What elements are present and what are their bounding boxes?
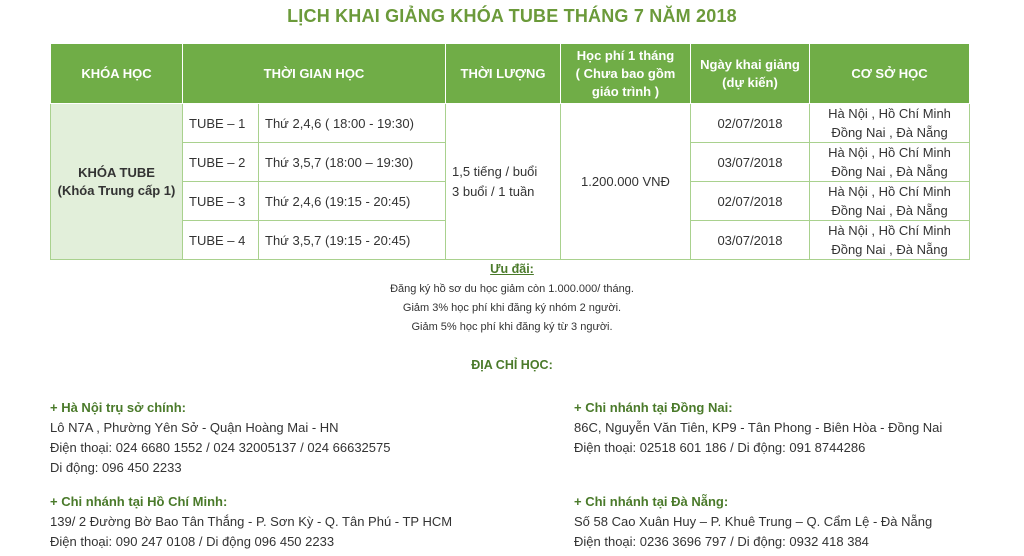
col-fee bbox=[561, 44, 691, 104]
class-time: Thứ 3,5,7 (19:15 - 20:45) bbox=[259, 221, 446, 260]
branch-phone: Điện thoại: 0236 3696 797 / Di động: 0932 418 384 bbox=[574, 534, 869, 549]
branch-danang bbox=[574, 492, 932, 552]
branch-phone: Điện thoại: 090 247 0108 / Di động 096 450 2233 bbox=[50, 534, 335, 549]
branch-title: + Chi nhánh tại Đà Nẵng: bbox=[574, 494, 729, 509]
location-cell bbox=[810, 104, 970, 143]
branch-phone: Điện thoại: 02518 601 186 / Di động: 091 8744286 bbox=[574, 440, 866, 455]
col-location: CƠ SỞ HỌC bbox=[810, 44, 970, 104]
location-line1: Hà Nội , Hồ Chí Minh bbox=[828, 145, 951, 160]
location-line2: Đồng Nai , Đà Nẵng bbox=[831, 125, 948, 140]
branch-address: Số 58 Cao Xuân Huy – P. Khuê Trung – Q. Cẩm Lệ - Đà Nẵng bbox=[574, 514, 933, 529]
class-time: Thứ 3,5,7 (18:00 – 19:30) bbox=[259, 143, 446, 182]
branch-address: 86C, Nguyễn Văn Tiên, KP9 - Tân Phong - Biên Hòa - Đồng Nai bbox=[574, 420, 943, 435]
start-date: 03/07/2018 bbox=[691, 221, 810, 260]
class-time: Thứ 2,4,6 (19:15 - 20:45) bbox=[259, 182, 446, 221]
table-header-row bbox=[51, 44, 970, 104]
branch-title: + Chi nhánh tại Hồ Chí Minh: bbox=[50, 494, 228, 509]
fee-cell: 1.200.000 VNĐ bbox=[561, 104, 691, 260]
location-line1: Hà Nội , Hồ Chí Minh bbox=[828, 106, 951, 121]
class-code: TUBE – 2 bbox=[183, 143, 259, 182]
course-cell bbox=[51, 104, 183, 260]
branch-hcm bbox=[50, 492, 452, 552]
branch-mobile: Di động: 096 450 2233 bbox=[50, 460, 182, 475]
location-line2: Đồng Nai , Đà Nẵng bbox=[831, 203, 948, 218]
course-name: KHÓA TUBE bbox=[78, 164, 155, 180]
branch-address: 139/ 2 Đường Bờ Bao Tân Thắng - P. Sơn Kỳ - Q. Tân Phú - TP HCM bbox=[50, 514, 453, 529]
duration-line1: 1,5 tiếng / buổi bbox=[452, 163, 538, 179]
location-line1: Hà Nội , Hồ Chí Minh bbox=[828, 223, 951, 238]
fee-header-line2: ( Chưa bao gồm bbox=[575, 65, 676, 81]
class-code: TUBE – 1 bbox=[183, 104, 259, 143]
location-line1: Hà Nội , Hồ Chí Minh bbox=[828, 184, 951, 199]
page-title: LỊCH KHAI GIẢNG KHÓA TUBE THÁNG 7 NĂM 2018 bbox=[287, 6, 737, 26]
col-duration: THỜI LƯỢNG bbox=[446, 44, 561, 104]
start-date: 02/07/2018 bbox=[691, 104, 810, 143]
fee-header-line1: Học phí 1 tháng bbox=[576, 47, 675, 63]
location-line2: Đồng Nai , Đà Nẵng bbox=[831, 164, 948, 179]
branch-title: + Hà Nội trụ sở chính: bbox=[50, 400, 187, 415]
address-heading: ĐỊA CHỈ HỌC: bbox=[471, 358, 553, 372]
location-cell bbox=[810, 143, 970, 182]
promo-line: Giảm 5% học phí khi đăng ký từ 3 người. bbox=[411, 321, 613, 333]
table-row bbox=[51, 104, 970, 143]
branch-phone: Điện thoại: 024 6680 1552 / 024 32005137 / 024 66632575 bbox=[50, 440, 391, 455]
start-header-line2: (dự kiến) bbox=[722, 74, 778, 90]
course-subtitle: (Khóa Trung cấp 1) bbox=[57, 182, 176, 198]
promo-line: Giảm 3% học phí khi đăng ký nhóm 2 người. bbox=[402, 302, 622, 314]
duration-cell bbox=[446, 104, 561, 260]
col-schedule: THỜI GIAN HỌC bbox=[183, 44, 446, 104]
branch-dongnai bbox=[574, 398, 942, 458]
promo-line: Đăng ký hồ sơ du học giảm còn 1.000.000/ tháng. bbox=[390, 283, 634, 295]
fee-header-line3: giáo trình ) bbox=[591, 83, 660, 99]
branch-title: + Chi nhánh tại Đồng Nai: bbox=[574, 400, 733, 415]
start-date: 02/07/2018 bbox=[691, 182, 810, 221]
schedule-table bbox=[50, 43, 970, 260]
start-header-line1: Ngày khai giảng bbox=[700, 56, 800, 72]
location-line2: Đồng Nai , Đà Nẵng bbox=[831, 242, 948, 257]
start-date: 03/07/2018 bbox=[691, 143, 810, 182]
class-time: Thứ 2,4,6 ( 18:00 - 19:30) bbox=[259, 104, 446, 143]
col-start-date bbox=[691, 44, 810, 104]
promo-title: Ưu đãi: bbox=[490, 262, 534, 276]
class-code: TUBE – 4 bbox=[183, 221, 259, 260]
location-cell bbox=[810, 182, 970, 221]
branch-hanoi bbox=[50, 398, 390, 478]
branch-address: Lô N7A , Phường Yên Sở - Quận Hoàng Mai - HN bbox=[50, 420, 339, 435]
col-course: KHÓA HỌC bbox=[51, 44, 183, 104]
location-cell bbox=[810, 221, 970, 260]
duration-line2: 3 buổi / 1 tuần bbox=[452, 183, 535, 199]
class-code: TUBE – 3 bbox=[183, 182, 259, 221]
